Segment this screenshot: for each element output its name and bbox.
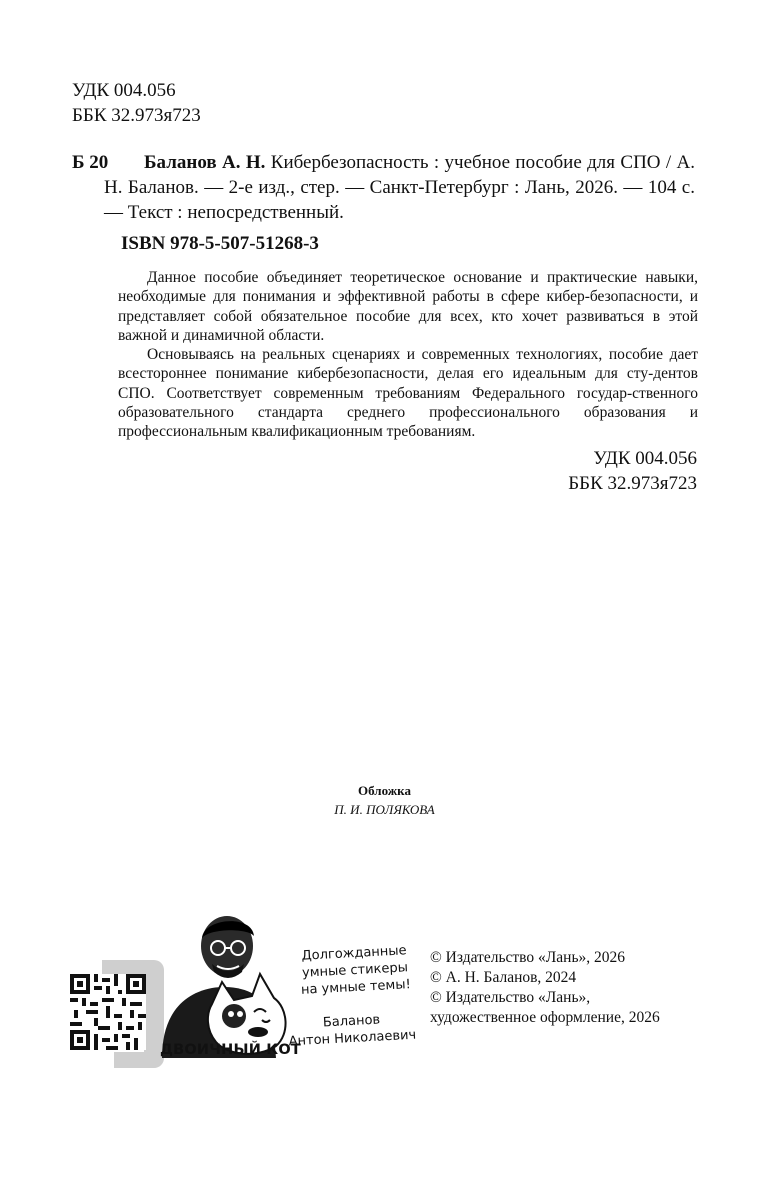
sticker-slogan-line: умные стикеры	[301, 960, 409, 981]
annotation-paragraph: Данное пособие объединяет теоретическое основание и практические навыки, необходимые для понимания и эффективной работы в сфере кибер-безопасности, и представляет собой обязательное пособие для всех, кто хочет развиваться в этой важной и динамичной области.	[118, 269, 698, 344]
udk-code: УДК 004.056	[72, 80, 176, 101]
sticker-slogan-line: Долгожданные	[301, 943, 407, 964]
sticker-author-line: Баланов	[322, 1012, 381, 1031]
classification-footer	[568, 446, 697, 496]
sticker-author-line: Антон Николаевич	[288, 1027, 417, 1050]
copyright-line: © А. Н. Баланов, 2024	[430, 969, 577, 986]
annotation-paragraph: Основываясь на реальных сценариях и современных технологиях, пособие дает всестороннее понимание кибербезопасности, делая его идеальным для сту-дентов СПО. Соответствует современным требованиям Федерального государ-ственного образовательного стандарта среднего профессионального образования и профессиональным квалификационным требованиям.	[118, 346, 698, 441]
record-description: Кибербезопасность : учебное пособие для СПО / А. Н. Баланов. — 2-е изд., стер. — Санкт-Петербург : Лань, 2026. — 104 с. — Текст : непосредственный.	[104, 152, 696, 223]
bbk-code-bottom: ББК 32.973я723	[568, 473, 697, 494]
classification-header	[72, 78, 201, 128]
record-author: Баланов А. Н.	[144, 152, 266, 173]
sticker-brand: ДВОИЧНЫЙ КОТ	[160, 1042, 301, 1058]
qr-code-icon	[70, 974, 146, 1050]
copyright-line: © Издательство «Лань», 2026	[430, 949, 626, 966]
copyright-line: © Издательство «Лань»,	[430, 989, 591, 1006]
sticker-slogan	[294, 942, 417, 999]
bbk-code: ББК 32.973я723	[72, 105, 201, 126]
cover-label: Обложка	[358, 783, 411, 798]
sticker-slogan-line: на умные темы!	[300, 977, 412, 998]
bibliographic-record	[104, 150, 695, 225]
isbn: ISBN 978-5-507-51268-3	[121, 233, 319, 254]
annotation	[118, 268, 698, 442]
udk-code-bottom: УДК 004.056	[593, 448, 697, 469]
cover-designer: П. И. ПОЛЯКОВА	[334, 802, 435, 817]
cover-credit	[0, 781, 769, 819]
copyright-line: художественное оформление, 2026	[430, 1009, 660, 1026]
copyright-block	[430, 948, 660, 1028]
author-mark: Б 20	[72, 152, 109, 173]
